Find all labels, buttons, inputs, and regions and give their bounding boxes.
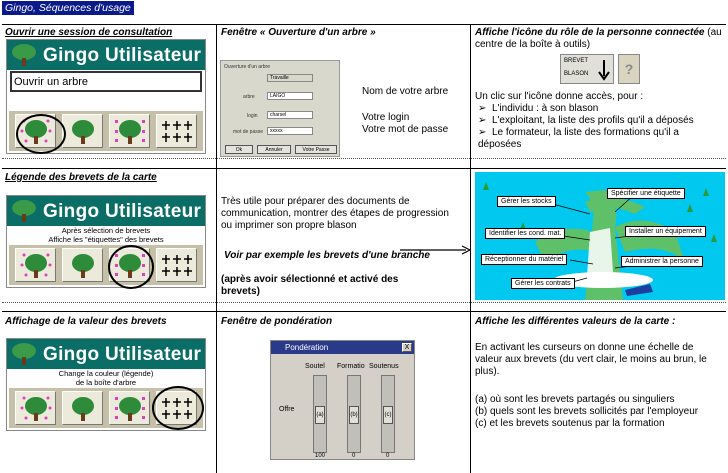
section-heading: Fenêtre de pondération	[221, 316, 333, 327]
grid-line	[2, 311, 726, 312]
tree-icon	[113, 117, 147, 145]
weight-slider-b[interactable]	[347, 375, 361, 453]
role-icon-button[interactable]	[560, 54, 614, 84]
window-titlebar	[271, 341, 414, 354]
open-tree-menu-item[interactable]: Ouvrir un arbre	[10, 71, 202, 92]
tree-icon	[66, 251, 100, 279]
caption: Après sélection de brevets Affiche les "étiquettes" des brevets	[48, 226, 164, 244]
values-item-b: (b) quels sont les brevets sollicités par l'employeur	[475, 406, 699, 417]
page-title: Gingo, Séquences d'usage	[2, 1, 134, 15]
communication-text: Très utile pour préparer des documents de communication, montrer des étapes de progression ou imprimer son propre blason	[221, 196, 449, 231]
app-name: Gingo Utilisateur	[43, 45, 202, 66]
tree-icon	[66, 394, 100, 422]
plus-grid-icon	[160, 117, 194, 145]
section-heading: Légende des brevets de la carte	[5, 172, 157, 183]
dialog-label: mot de passe	[233, 129, 264, 135]
slider-value: 0	[352, 453, 356, 459]
role-icon-top: BREVET	[564, 58, 589, 64]
brevet-label[interactable]: Spécifier une étiquette	[607, 188, 685, 199]
column-label: Formatio	[337, 363, 365, 370]
grid-line	[216, 24, 217, 473]
section-heading: Affichage de la valeur des brevets	[5, 316, 167, 327]
section-heading: Affiche l'icône du rôle de la personne connectée (au centre de la boîte à outils)	[475, 27, 722, 50]
open-tree-dialog	[220, 60, 340, 157]
brevet-label[interactable]: Identifier les cond. mat.	[485, 228, 565, 239]
slider-value: 100	[315, 453, 326, 459]
app-header	[7, 339, 205, 369]
dialog-label: login	[247, 113, 258, 119]
role-icon-bottom: BLASON	[564, 71, 589, 77]
grid-line	[2, 158, 726, 159]
brevets-map	[475, 172, 725, 300]
cancel-button[interactable]: Annuler	[257, 145, 291, 154]
tree-icon	[19, 394, 53, 422]
highlight-circle	[108, 245, 154, 289]
slider-value: 0	[386, 453, 390, 459]
tree-view-button[interactable]	[15, 391, 56, 425]
note-login: Votre login	[362, 112, 410, 123]
highlight-circle	[152, 386, 204, 430]
app-name: Gingo Utilisateur	[43, 201, 202, 222]
values-button[interactable]	[156, 114, 197, 148]
tree-view-button[interactable]	[15, 248, 56, 282]
values-description: En activant les curseurs on donne une échelle de valeur aux brevets (du vert clair, le moins au brun, le plus).	[475, 342, 707, 377]
tree-icon	[113, 394, 147, 422]
gingo-window	[6, 195, 206, 288]
column-label: Soutenus	[369, 363, 399, 370]
app-header	[7, 40, 205, 70]
tree-logo-icon	[10, 342, 38, 366]
slider-thumb[interactable]: (c)	[383, 406, 393, 424]
window-title: Pondération	[285, 343, 329, 352]
row-label: Offre	[279, 406, 295, 413]
app-name: Gingo Utilisateur	[43, 344, 202, 365]
weight-slider-c[interactable]	[381, 375, 395, 453]
role-intro: Un clic sur l'icône donne accès, pour :	[475, 91, 644, 102]
note-password: Votre mot de passe	[362, 124, 449, 135]
highlight-circle	[16, 114, 66, 154]
brevet-label[interactable]: Réceptionner du matériel	[481, 254, 567, 265]
weight-slider-a[interactable]	[313, 375, 327, 453]
tree-icon	[66, 117, 100, 145]
role-item: ➢ L'individu : à son blason	[478, 103, 599, 114]
brevet-label[interactable]: Gérer les contrats	[511, 278, 575, 289]
role-item: ➢ L'exploitant, la liste des profils qu'il a déposés	[478, 115, 694, 126]
grid-line	[2, 24, 726, 25]
section-heading: Affiche les différentes valeurs de la carte :	[475, 316, 676, 327]
dialog-title: Ouverture d'un arbre	[224, 64, 270, 70]
slider-thumb[interactable]: (a)	[315, 406, 325, 424]
tree-icon	[19, 251, 53, 279]
login-input[interactable]: charsel	[267, 111, 313, 119]
section-heading: Ouvrir une session de consultation	[5, 27, 173, 38]
section-heading: Fenêtre « Ouverture d'un arbre »	[221, 27, 376, 38]
tree-name-input[interactable]: LAIGO	[267, 92, 313, 100]
arrow-down-icon	[597, 59, 611, 81]
ok-button[interactable]: Ok	[225, 145, 253, 154]
help-button[interactable]: ?	[618, 54, 640, 84]
ponderation-window	[270, 340, 415, 460]
tree-logo-icon	[10, 43, 38, 67]
brevet-label[interactable]: Installer un équipement	[625, 226, 706, 237]
tree-logo-icon	[10, 199, 38, 223]
dialog-label: arbre	[243, 94, 255, 100]
branch-example-text: Voir par exemple les brevets d'une branche	[224, 250, 430, 261]
arrow-right-icon	[400, 245, 474, 255]
note-tree-name: Nom de votre arbre	[362, 86, 449, 97]
brevet-label[interactable]: Administrer la personne	[621, 256, 703, 267]
values-item-a: (a) où sont les brevets partagés ou singuliers	[475, 394, 675, 405]
caption: Change la couleur (légende) de la boîte d'arbre	[58, 369, 154, 387]
column-label: Soutel	[305, 363, 325, 370]
role-item: ➢ Le formateur, la liste des formations qu'il a déposées	[478, 127, 679, 150]
values-item-c: (c) et les brevets soutenus par la formation	[475, 418, 665, 429]
grid-line	[2, 302, 726, 303]
app-header	[7, 196, 205, 226]
tree-view-button[interactable]	[62, 248, 103, 282]
tree-view-button[interactable]	[62, 114, 103, 148]
slider-thumb[interactable]: (b)	[349, 406, 359, 424]
grid-line	[2, 168, 726, 169]
password-input[interactable]: xxxxx	[267, 127, 313, 135]
tree-view-button[interactable]	[62, 391, 103, 425]
plus-grid-icon	[160, 251, 194, 279]
close-button[interactable]: X	[402, 343, 412, 352]
change-password-button[interactable]: Votre Passe	[295, 145, 337, 154]
after-select-text: (après avoir sélectionné et activé des brevets)	[221, 274, 399, 297]
tree-view-button[interactable]	[109, 114, 150, 148]
brevet-label[interactable]: Gérer les stocks	[497, 196, 556, 207]
tree-view-button[interactable]	[109, 391, 150, 425]
toolbar	[9, 245, 203, 285]
dialog-top-field[interactable]: Travaille	[267, 74, 313, 82]
values-button[interactable]	[156, 248, 197, 282]
